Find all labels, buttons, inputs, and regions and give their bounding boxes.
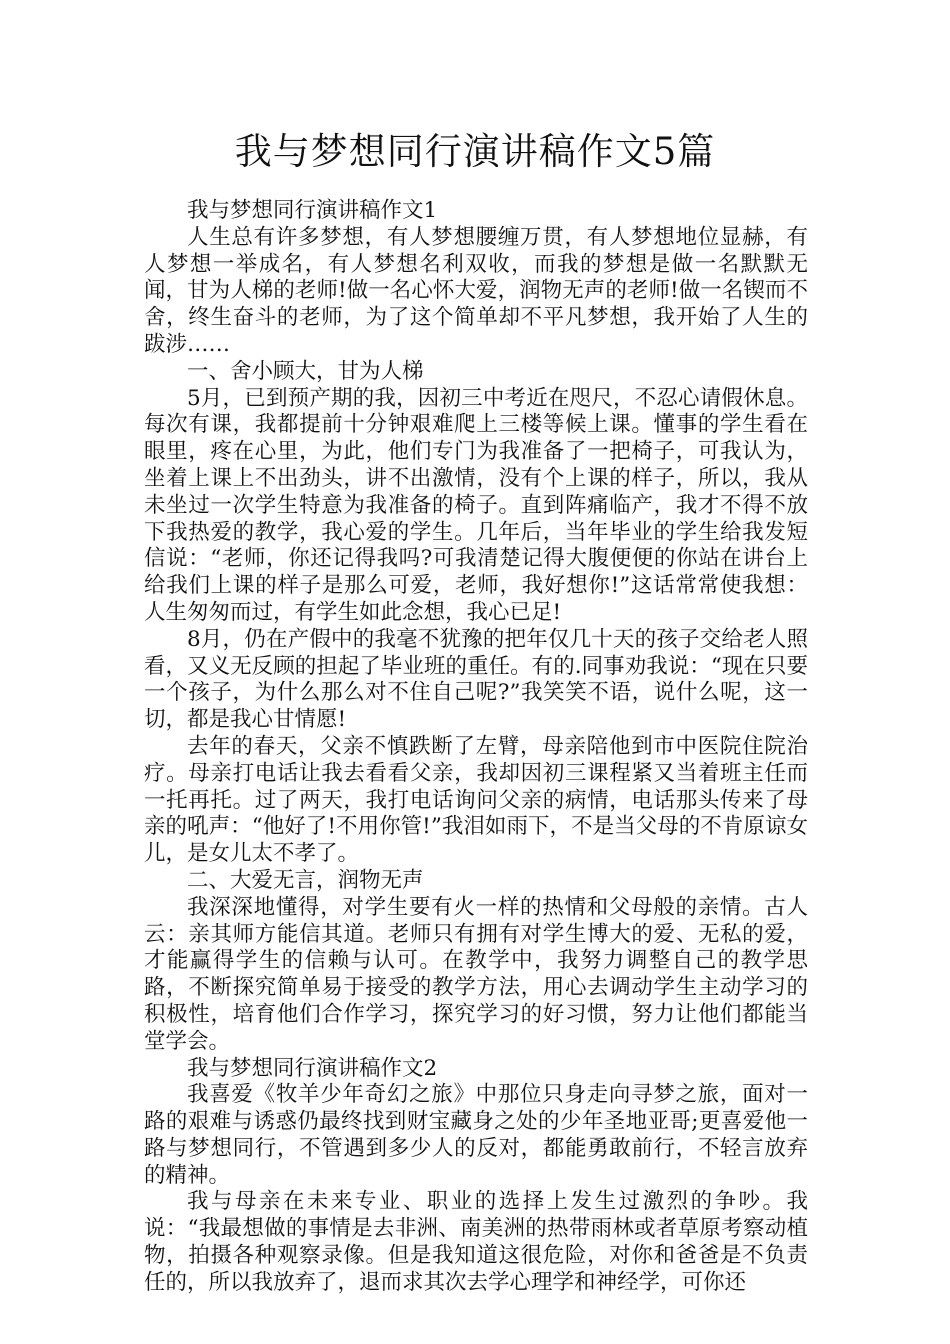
paragraph: 8月，仍在产假中的我毫不犹豫的把年仅几十天的孩子交给老人照看，又义无反顾的担起了毕业班的重任。有的.同事劝我说：“现在只要一个孩子，为什么那么对不住自己呢?”我笑笑不语，说什么呢，这一切，都是我心甘情愿! — [144, 626, 808, 733]
document-body — [144, 198, 808, 1297]
paragraph: 我深深地懂得，对学生要有火一样的热情和父母般的亲情。古人云：亲其师方能信其道。老师只有拥有对学生博大的爱、无私的爱，才能赢得学生的信赖与认可。在教学中，我努力调整自己的教学思路，不断探究简单易于接受的教学方法，用心去调动学生主动学习的积极性，培育他们合作学习，探究学习的好习惯，努力让他们都能当堂学会。 — [144, 894, 808, 1054]
paragraph: 我喜爱《牧羊少年奇幻之旅》中那位只身走向寻梦之旅，面对一路的艰难与诱惑仍最终找到财宝藏身之处的少年圣地亚哥;更喜爱他一路与梦想同行，不管遇到多少人的反对，都能勇敢前行，不轻言放弃的精神。 — [144, 1082, 808, 1188]
section-heading: 我与梦想同行演讲稿作文2 — [187, 1055, 438, 1081]
paragraph: 人生总有许多梦想，有人梦想腰缠万贯，有人梦想地位显赫，有人梦想一举成名，有人梦想名利双收，而我的梦想是做一名默默无闻，甘为人梯的老师!做一名心怀大爱，润物无声的老师!做一名锲而不舍，终生奋斗的老师，为了这个简单却不平凡梦想，我开始了人生的跋涉…… — [144, 224, 808, 357]
section-heading: 一、舍小顾大，甘为人梯 — [187, 358, 424, 384]
paragraph: 去年的春天，父亲不慎跌断了左臂，母亲陪他到市中医院住院治疗。母亲打电话让我去看看父亲，我却因初三课程紧又当着班主任而一托再托。过了两天，我打电话询问父亲的病情，电话那头传来了母亲的吼声：“他好了!不用你管!”我泪如雨下，不是当父母的不肯原谅女儿，是女儿太不孝了。 — [144, 733, 808, 867]
paragraph: 5月，已到预产期的我，因初三中考近在咫尺，不忍心请假休息。每次有课，我都提前十分钟艰难爬上三楼等候上课。懂事的学生看在眼里，疼在心里，为此，他们专门为我准备了一把椅子，可我认为，坐着上课上不出劲头，讲不出激情，没有个上课的样子，所以，我从未坐过一次学生特意为我准备的椅子。直到阵痛临产，我才不得不放下我热爱的教学，我心爱的学生。几年后，当年毕业的学生给我发短信说：“老师，你还记得我吗?可我清楚记得大腹便便的你站在讲台上给我们上课的样子是那么可爱，老师，我好想你!”这话常常使我想：人生匆匆而过，有学生如此念想，我心已足! — [144, 385, 808, 625]
section-heading: 我与梦想同行演讲稿作文1 — [187, 198, 438, 223]
paragraph: 我与母亲在未来专业、职业的选择上发生过激烈的争吵。我说：“我最想做的事情是去非洲、南美洲的热带雨林或者草原考察动植物，拍摄各种观察录像。但是我知道这很危险，对你和爸爸是不负责任的，所以我放弃了，退而求其次去学心理学和神经学，可你还 — [144, 1189, 808, 1295]
section-heading: 二、大爱无言，润物无声 — [187, 867, 424, 893]
document-title: 我与梦想同行演讲稿作文5篇 — [234, 130, 716, 173]
